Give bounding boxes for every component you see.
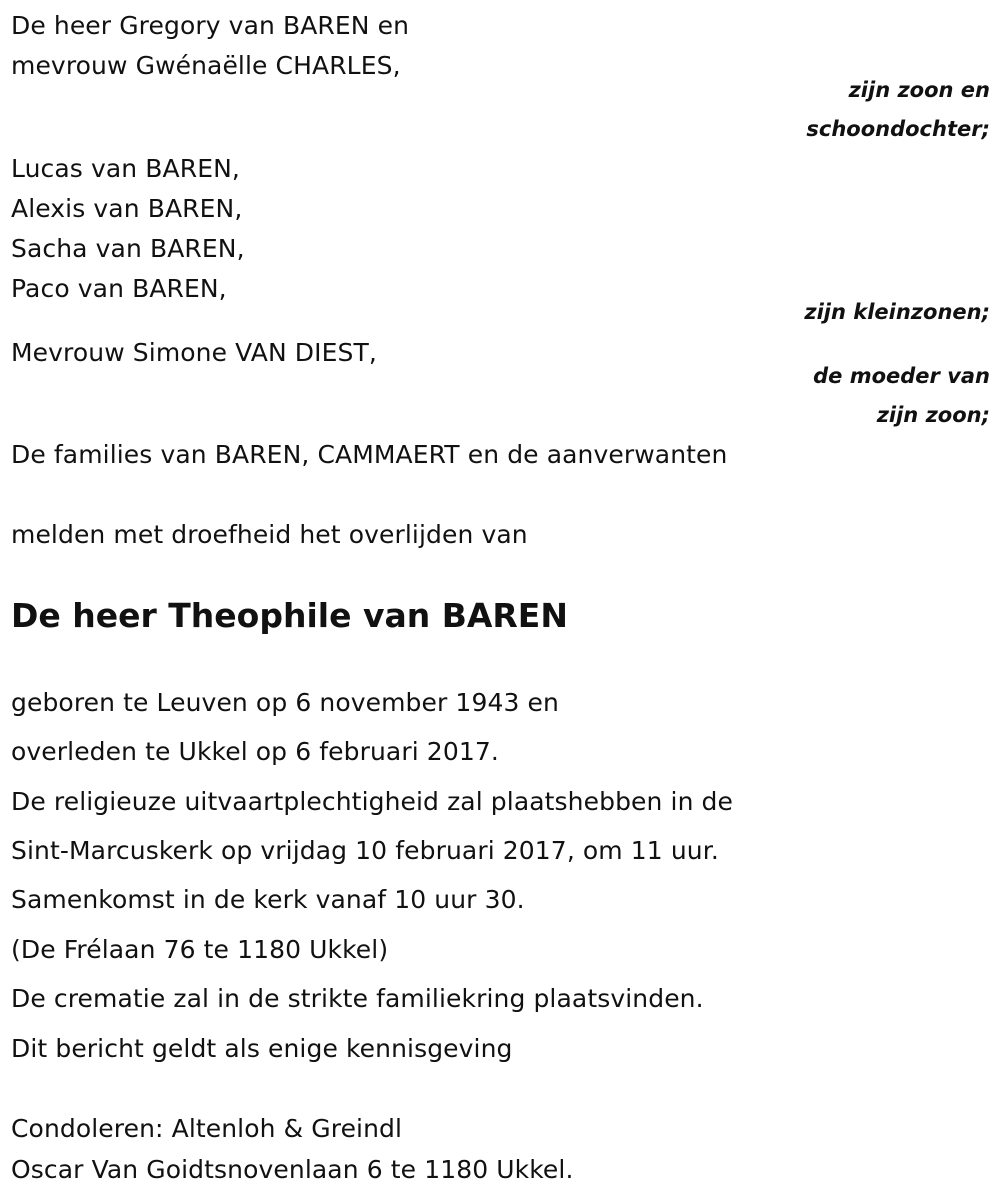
condolences-line-1: Condoleren: Altenloh & Greindl: [11, 1114, 403, 1143]
grandson-name: Lucas van BAREN,: [11, 154, 240, 183]
families-line: De families van BAREN, CAMMAERT en de aanverwanten: [11, 440, 728, 469]
grandson-name: Sacha van BAREN,: [11, 234, 245, 263]
grandson-name: Alexis van BAREN,: [11, 194, 243, 223]
detail-line: De religieuze uitvaartplechtigheid zal plaatshebben in de: [11, 787, 734, 816]
announcement-text: melden met droefheid het overlijden van: [11, 520, 528, 549]
grandsons-relation: zijn kleinzonen;: [804, 300, 990, 324]
detail-line: Sint-Marcuskerk op vrijdag 10 februari 2017, om 11 uur.: [11, 836, 719, 865]
mother-relation-line-1: de moeder van: [813, 364, 990, 388]
son-name-line-2: mevrouw Gwénaëlle CHARLES,: [11, 51, 401, 80]
detail-line: De crematie zal in de strikte familiekring plaatsvinden.: [11, 984, 704, 1013]
detail-line: (De Frélaan 76 te 1180 Ukkel): [11, 935, 389, 964]
mother-relation-line-2: zijn zoon;: [876, 403, 990, 427]
detail-line: Samenkomst in de kerk vanaf 10 uur 30.: [11, 885, 525, 914]
deceased-name-heading: De heer Theophile van BAREN: [11, 596, 568, 635]
son-name-line-1: De heer Gregory van BAREN en: [11, 11, 410, 40]
detail-line: overleden te Ukkel op 6 februari 2017.: [11, 737, 499, 766]
son-relation-line-2: schoondochter;: [806, 117, 990, 141]
detail-line: geboren te Leuven op 6 november 1943 en: [11, 688, 559, 717]
condolences-line-2: Oscar Van Goidtsnovenlaan 6 te 1180 Ukkel.: [11, 1155, 574, 1184]
grandson-name: Paco van BAREN,: [11, 274, 227, 303]
detail-line: Dit bericht geldt als enige kennisgeving: [11, 1034, 513, 1063]
son-relation-line-1: zijn zoon en: [848, 78, 990, 102]
mother-name: Mevrouw Simone VAN DIEST,: [11, 338, 377, 367]
